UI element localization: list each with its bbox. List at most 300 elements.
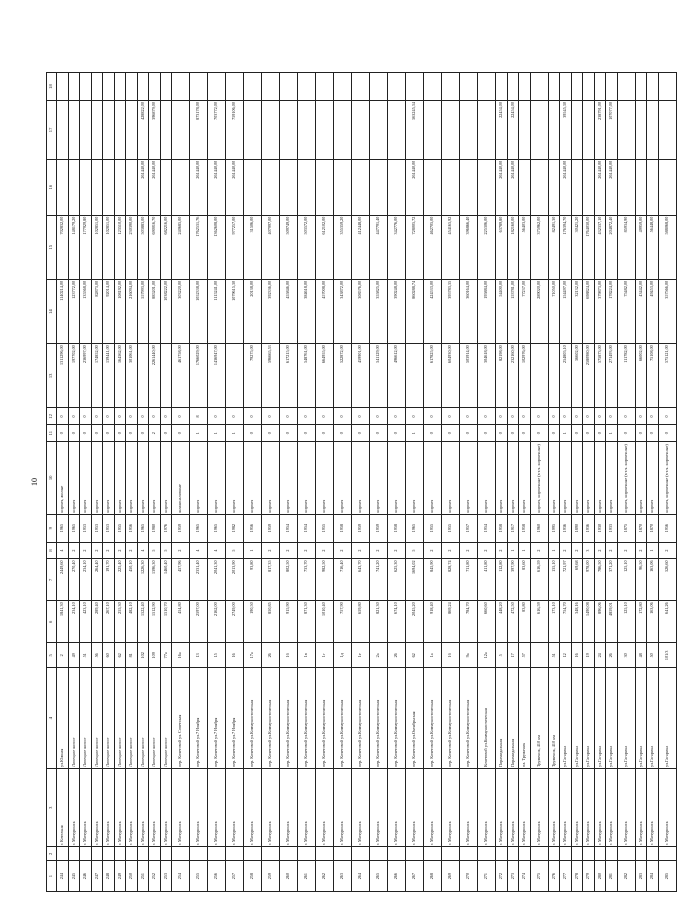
table-cell: 5 xyxy=(406,542,424,559)
table-cell: 548761,00 xyxy=(298,344,316,408)
table-cell: г. Мичуринск xyxy=(548,769,560,847)
table-cell: 77237,00 xyxy=(519,279,531,343)
table-cell: 261440,00 xyxy=(594,159,606,215)
table-cell: 2 xyxy=(606,542,618,559)
table-cell: 49453,00 xyxy=(647,279,659,343)
table-cell: 178224,00 xyxy=(606,279,618,343)
table-row xyxy=(424,73,442,892)
table-cell: 659,80 xyxy=(352,601,370,643)
table-cell: 1955 xyxy=(114,514,126,542)
table-cell xyxy=(160,344,172,408)
table-row xyxy=(560,73,572,892)
table-cell: 102 xyxy=(137,643,149,668)
table-cell: 1982 xyxy=(226,514,244,542)
table-cell: 1956 xyxy=(658,514,676,542)
table-cell: г. Мичуринск xyxy=(190,769,208,847)
table-cell: 390248,00 xyxy=(388,279,406,343)
table-cell: пер. Кочетовой ул.7 Ноября xyxy=(190,668,208,769)
table-cell: ул.Гагарина xyxy=(635,668,647,769)
table-cell: 96,50 xyxy=(635,559,647,601)
table-cell: 0 xyxy=(91,425,103,442)
table-cell xyxy=(442,101,460,160)
table-row xyxy=(149,73,161,892)
table-cell: 0 xyxy=(172,425,190,442)
table-row xyxy=(406,73,424,892)
table-cell xyxy=(190,73,208,101)
table-cell xyxy=(262,159,280,215)
table-cell: 2013,90 xyxy=(226,559,244,601)
table-cell: пер. Кочетовой ул.Коммунистическая xyxy=(370,668,388,769)
table-cell: г. Мичуринск xyxy=(160,769,172,847)
column-number-cell: 6 xyxy=(47,601,57,643)
table-cell: 1965 xyxy=(208,514,226,542)
table-cell: 3 xyxy=(583,542,595,559)
table-cell xyxy=(606,73,618,101)
table-cell: 0 xyxy=(560,408,572,425)
table-cell: 1в xyxy=(298,643,316,668)
table-cell xyxy=(57,159,69,215)
table-cell: 261 xyxy=(298,861,316,892)
table-cell: 454165,92 xyxy=(442,215,460,279)
table-cell: 457,96 xyxy=(172,559,190,601)
table-cell: кирпич xyxy=(126,442,138,515)
table-row xyxy=(91,73,103,892)
table-cell: Пирамидальная xyxy=(496,668,508,769)
table-cell: кирпич xyxy=(519,442,531,515)
table-cell: 266 xyxy=(388,861,406,892)
table-cell: 1980 xyxy=(149,514,161,542)
table-cell: 0 xyxy=(478,408,496,425)
table-cell: 4 xyxy=(208,542,226,559)
table-cell: кирпич xyxy=(594,442,606,515)
page-number: 10 xyxy=(30,478,39,486)
table-cell xyxy=(658,73,676,101)
table-cell: г. Мичуринск xyxy=(68,769,80,847)
table-cell: 711,80 xyxy=(460,559,478,601)
table-cell: 757,90 xyxy=(334,601,352,643)
table-cell: 195884,00 xyxy=(478,279,496,343)
table-cell xyxy=(658,847,676,861)
table-row xyxy=(172,73,190,892)
table-cell: 0 xyxy=(137,408,149,425)
table-cell: г. Мичуринск xyxy=(460,769,478,847)
table-cell: Труженик, 410 км xyxy=(548,668,560,769)
table-cell: 2 xyxy=(334,542,352,559)
table-cell xyxy=(280,73,298,101)
table-row xyxy=(334,73,352,892)
table-cell: 49 xyxy=(68,643,80,668)
table-cell: 248 xyxy=(103,861,115,892)
table-cell xyxy=(560,847,572,861)
table-cell xyxy=(530,344,548,408)
table-cell: кирпич xyxy=(606,442,618,515)
table-cell: 397,90 xyxy=(507,559,519,601)
table-cell xyxy=(583,159,595,215)
table-cell: г. Мичуринск xyxy=(91,769,103,847)
table-cell xyxy=(160,159,172,215)
table-row xyxy=(635,73,647,892)
table-cell: 885201,00 xyxy=(149,279,161,343)
table-cell: 360164,00 xyxy=(460,279,478,343)
table-cell: кирпич xyxy=(352,442,370,515)
table-cell xyxy=(424,159,442,215)
table-cell: г. Мичуринск xyxy=(530,769,548,847)
table-row xyxy=(262,73,280,892)
table-cell: 135568,00 xyxy=(80,279,92,343)
table-cell: г. Мичуринск xyxy=(149,769,161,847)
table-cell xyxy=(635,73,647,101)
table-row xyxy=(548,73,560,892)
table-cell: г. Мичуринск xyxy=(583,769,595,847)
column-number-cell: 16 xyxy=(47,159,57,215)
table-cell: кирпич xyxy=(460,442,478,515)
table-cell: 0 xyxy=(226,408,244,425)
table-cell: 2580980,00 xyxy=(583,344,595,408)
table-cell: 249 xyxy=(114,861,126,892)
column-number-cell: 2 xyxy=(47,847,57,861)
table-cell: 871,30 xyxy=(298,601,316,643)
table-cell: 509749,00 xyxy=(280,215,298,279)
table-cell: Кочетовой ул.Коммунистическая xyxy=(478,668,496,769)
table-cell: 0 xyxy=(160,408,172,425)
table-cell: 112,80 xyxy=(496,559,508,601)
table-row xyxy=(298,73,316,892)
table-cell xyxy=(334,73,352,101)
table-cell: пер. Кочетовой ул.Коммунистическая xyxy=(424,668,442,769)
table-cell: 2 xyxy=(530,542,548,559)
table-cell xyxy=(126,101,138,160)
table-cell: 176394,70 xyxy=(560,215,572,279)
table-cell: 396879,00 xyxy=(149,101,161,160)
table-row xyxy=(496,73,508,892)
table-cell: 575873,00 xyxy=(594,344,606,408)
table-cell xyxy=(91,73,103,101)
table-cell xyxy=(606,847,618,861)
table-cell xyxy=(571,101,583,160)
table-cell xyxy=(262,101,280,160)
table-cell: 541129,00 xyxy=(370,344,388,408)
table-cell: 252 xyxy=(149,861,161,892)
table-row xyxy=(103,73,115,892)
table-cell: кирпич xyxy=(571,442,583,515)
table-cell: 0 xyxy=(442,425,460,442)
table-cell: кирпич xyxy=(334,442,352,515)
table-cell xyxy=(172,73,190,101)
table-cell: 1965 xyxy=(57,514,69,542)
table-cell: 82491,30 xyxy=(548,215,560,279)
table-row xyxy=(208,73,226,892)
table-cell: г. Мичуринск xyxy=(647,769,659,847)
table-cell: 2597,00 xyxy=(190,601,208,643)
table-cell xyxy=(442,847,460,861)
table-cell: 428822,00 xyxy=(137,101,149,160)
table-cell: кирпич, жилые xyxy=(57,442,69,515)
table-cell: 2 xyxy=(635,542,647,559)
table-cell: 77а xyxy=(160,643,172,668)
table-cell: 1140214,00 xyxy=(57,279,69,343)
table-cell: 2 xyxy=(149,425,161,442)
table-cell: 285 xyxy=(658,861,676,892)
table-cell: Липецкое шоссе xyxy=(103,668,115,769)
table-cell: 982,50 xyxy=(316,559,334,601)
table-cell: 379873,00 xyxy=(594,279,606,343)
table-cell xyxy=(126,159,138,215)
table-cell: 101/3 xyxy=(658,643,676,668)
table-cell: 123510,00 xyxy=(114,215,126,279)
table-cell: ул.Гагарина xyxy=(571,668,583,769)
table-cell: 2045,20 xyxy=(406,601,424,643)
table-cell: 264 xyxy=(352,861,370,892)
table-cell xyxy=(91,101,103,160)
table-cell: 1436947,00 xyxy=(208,344,226,408)
table-cell xyxy=(103,101,115,160)
table-cell: 784,70 xyxy=(460,601,478,643)
table-cell: кирпич xyxy=(635,442,647,515)
table-cell: 2 xyxy=(442,542,460,559)
table-row xyxy=(316,73,334,892)
table-cell: 2 xyxy=(280,542,298,559)
table-cell: 1 xyxy=(190,425,208,442)
table-cell: г. Мичуринск xyxy=(442,769,460,847)
table-cell xyxy=(68,101,80,160)
table-cell: 163,06 xyxy=(647,601,659,643)
table-cell: 1460,40 xyxy=(160,559,172,601)
table-cell xyxy=(103,73,115,101)
table-cell: 454,80 xyxy=(172,601,190,643)
table-cell xyxy=(298,73,316,101)
table-cell: 284 xyxy=(647,861,659,892)
table-row xyxy=(137,73,149,892)
table-cell: 612102,00 xyxy=(316,215,334,279)
table-cell: 2 xyxy=(594,542,606,559)
table-cell: 2 xyxy=(91,542,103,559)
table-cell xyxy=(617,101,635,160)
table-cell: 16а xyxy=(172,643,190,668)
table-cell: 1933 xyxy=(606,514,618,542)
table-cell: 57 xyxy=(519,643,531,668)
table-cell xyxy=(160,847,172,861)
table-cell: 56602,00 xyxy=(571,344,583,408)
table-cell: 261440,00 xyxy=(149,159,161,215)
table-cell: 2041,30 xyxy=(208,559,226,601)
table-cell: пер. Кочетовой ул.Коммунистическая xyxy=(388,668,406,769)
table-cell: 455846,00 xyxy=(280,279,298,343)
table-cell: 174852,00 xyxy=(91,344,103,408)
table-cell: кирпич, кирпичные (в т.ч. кирпичные) xyxy=(530,442,548,515)
table-cell: 2 xyxy=(172,542,190,559)
table-cell: 0 xyxy=(635,425,647,442)
table-cell: 423,10 xyxy=(80,601,92,643)
table-cell: Липецкое шоссе xyxy=(114,668,126,769)
table-cell: 1396,30 xyxy=(149,559,161,601)
table-cell: 17 xyxy=(507,643,519,668)
table-cell: 1958 xyxy=(496,514,508,542)
table-cell xyxy=(442,159,460,215)
table-cell: кирпич xyxy=(406,442,424,515)
table-cell: 282 xyxy=(617,861,635,892)
table-cell xyxy=(548,73,560,101)
table-cell xyxy=(103,847,115,861)
table-cell xyxy=(91,847,103,861)
table-cell: кирпич xyxy=(560,442,572,515)
table-cell xyxy=(424,847,442,861)
table-cell: кирпич xyxy=(370,442,388,515)
column-number-cell: 11 xyxy=(47,425,57,442)
table-cell: 0 xyxy=(647,425,659,442)
table-cell: кирпич xyxy=(226,442,244,515)
table-cell: 1 xyxy=(560,425,572,442)
table-cell: 2а xyxy=(370,643,388,668)
table-cell: 2 xyxy=(114,542,126,559)
housing-register-table xyxy=(46,72,677,892)
table-cell: Липецкое шоссе xyxy=(91,668,103,769)
table-cell xyxy=(244,159,262,215)
table-cell xyxy=(388,101,406,160)
table-cell: 225306,00 xyxy=(478,215,496,279)
table-cell: 392336,00 xyxy=(262,279,280,343)
table-cell: г. Мичуринск xyxy=(406,769,424,847)
table-cell: пер. Кочетовой ул.Коммунистическая xyxy=(280,668,298,769)
table-cell: 258 xyxy=(244,861,262,892)
table-cell xyxy=(244,847,262,861)
table-cell xyxy=(507,73,519,101)
table-cell xyxy=(137,344,149,408)
table-cell xyxy=(352,101,370,160)
table-cell: 111782,00 xyxy=(617,344,635,408)
table-cell xyxy=(406,344,424,408)
table-cell: 2449,60 xyxy=(57,559,69,601)
table-cell: 0 xyxy=(635,408,647,425)
column-number-cell: 15 xyxy=(47,215,57,279)
table-cell: 230390,00 xyxy=(126,215,138,279)
table-cell: пер. Кочетовой ул.Коммунистическая xyxy=(244,668,262,769)
table-cell xyxy=(172,159,190,215)
table-cell: ул.Южная xyxy=(57,668,69,769)
table-cell: 0 xyxy=(57,425,69,442)
table-cell xyxy=(57,847,69,861)
table-cell: 245 xyxy=(68,861,80,892)
table-cell: 2 xyxy=(617,542,635,559)
table-cell: 977257,00 xyxy=(226,215,244,279)
table-cell: 1956 xyxy=(244,514,262,542)
table-cell: 260 xyxy=(280,861,298,892)
table-cell xyxy=(280,847,298,861)
table-cell: 75108,00 xyxy=(647,344,659,408)
table-cell: 733,70 xyxy=(298,559,316,601)
table-cell: 2162,00 xyxy=(208,601,226,643)
table-cell xyxy=(647,73,659,101)
table-cell: 0 xyxy=(149,408,161,425)
table-cell xyxy=(478,73,496,101)
table-cell: 1е xyxy=(352,643,370,668)
table-cell: 0 xyxy=(370,425,388,442)
table-cell: 869,24 xyxy=(442,601,460,643)
table-cell: 411,80 xyxy=(478,559,496,601)
table-cell: 1362608,00 xyxy=(208,215,226,279)
table-cell xyxy=(352,847,370,861)
table-cell: Труженик, 410 км xyxy=(530,668,548,769)
table-cell: 754,70 xyxy=(560,601,572,643)
table-cell xyxy=(647,847,659,861)
table-cell: 1764030,00 xyxy=(583,215,595,279)
table-cell xyxy=(244,101,262,160)
table-cell: 154497,00 xyxy=(560,279,572,343)
table-cell: 246 xyxy=(80,861,92,892)
table-cell: 172,80 xyxy=(635,601,647,643)
table-cell: 0 xyxy=(496,408,508,425)
table-cell: 254805,10 xyxy=(560,344,572,408)
table-cell: кирпич xyxy=(583,442,595,515)
table-row xyxy=(160,73,172,892)
table-cell: 0 xyxy=(298,408,316,425)
table-cell: кирпич xyxy=(507,442,519,515)
table-cell: пл. Труженик xyxy=(519,668,531,769)
table-cell: кирпич xyxy=(298,442,316,515)
table-cell: 1995 xyxy=(548,514,560,542)
table-cell: кирпич xyxy=(496,442,508,515)
table-cell xyxy=(370,73,388,101)
table-cell: 432337,10 xyxy=(594,215,606,279)
table-cell xyxy=(583,847,595,861)
table-row xyxy=(658,73,676,892)
table-cell: 9а xyxy=(460,643,478,668)
table-cell: 1226,30 xyxy=(137,559,149,601)
table-cell: 279 xyxy=(583,861,595,892)
table-cell xyxy=(530,847,548,861)
table-cell: 271493,00 xyxy=(606,344,618,408)
table-cell xyxy=(352,73,370,101)
table-cell: 355359,20 xyxy=(334,215,352,279)
table-cell: 702832,00 xyxy=(57,215,69,279)
table-row xyxy=(190,73,208,892)
table-cell xyxy=(583,73,595,101)
table-cell: 2 xyxy=(262,542,280,559)
table-row xyxy=(571,73,583,892)
table-cell: 63789,80 xyxy=(496,215,508,279)
table-cell: 247 xyxy=(91,861,103,892)
table-cell: 0 xyxy=(80,408,92,425)
table-row xyxy=(244,73,262,892)
table-cell: кирпич, кирпичные (в т.ч. кирпичные) xyxy=(658,442,676,515)
table-cell: 244 xyxy=(57,861,69,892)
table-cell: кирпич xyxy=(103,442,115,515)
table-cell: 1 xyxy=(226,425,244,442)
table-cell: 0 xyxy=(507,425,519,442)
table-cell: 1510,70 xyxy=(160,601,172,643)
table-cell: 0 xyxy=(172,408,190,425)
table-cell: 741,20 xyxy=(370,559,388,601)
table-cell: кирпич, кирпичные (в т.ч. кирпичные) xyxy=(617,442,635,515)
table-cell: 12а xyxy=(478,643,496,668)
table-cell xyxy=(496,847,508,861)
table-cell xyxy=(298,101,316,160)
table-cell: 22454,00 xyxy=(507,101,519,160)
table-cell xyxy=(370,159,388,215)
table-cell: 828,74 xyxy=(442,559,460,601)
column-number-cell: 13 xyxy=(47,344,57,408)
table-cell: 0 xyxy=(460,425,478,442)
table-cell: г. Мичуринск xyxy=(103,769,115,847)
table-cell xyxy=(334,847,352,861)
table-cell: 1976 xyxy=(160,514,172,542)
table-cell: кирпич xyxy=(424,442,442,515)
table-cell: 0 xyxy=(316,425,334,442)
table-cell: 259 xyxy=(262,861,280,892)
table-cell: 5 xyxy=(226,542,244,559)
table-cell xyxy=(226,847,244,861)
table-cell: 250 xyxy=(126,861,138,892)
table-cell: ул.Гагарина xyxy=(647,668,659,769)
